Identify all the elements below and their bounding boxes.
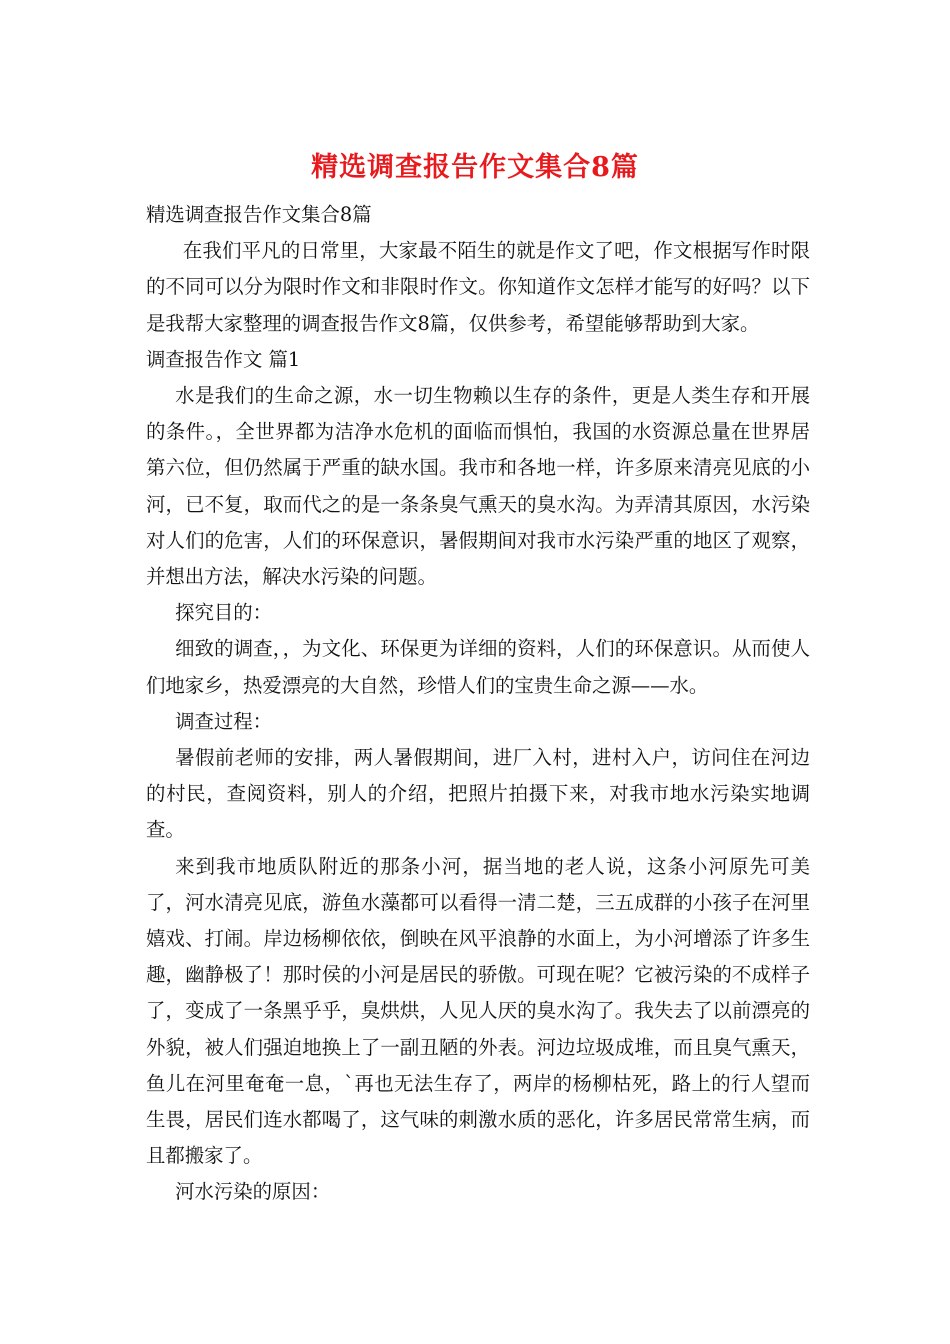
body-paragraph: 细致的调查，，为文化、环保更为详细的资料，人们的环保意识。从而使人们地家乡，热爱漂亮的大自然，珍惜人们的宝贵生命之源——水。 bbox=[146, 637, 810, 697]
subtitle-line: 精选调查报告作文集合8篇 bbox=[146, 203, 372, 226]
body-paragraph: 暑假前老师的安排，两人暑假期间，进厂入村，进村入户，访问住在河边的村民，查阅资料，别人的介绍，把照片拍摄下来，对我市地水污染实地调查。 bbox=[146, 746, 810, 842]
body-heading: 河水污染的原因： bbox=[175, 1180, 331, 1204]
body-paragraph: 水是我们的生命之源，水一切生物赖以生存的条件，更是人类生存和开展的条件。，全世界都为洁净水危机的面临而惧怕，我国的水资源总量在世界居第六位，但仍然属于严重的缺水国。我市和各地一样，许多原来清亮见底的小河，已不复，取而代之的是一条条臭气熏天的臭水沟。为弄清其原因，水污染对人们的危害，人们的环保意识，暑假期间对我市水污染严重的地区了观察，并想出方法，解决水污染的问题。 bbox=[146, 384, 810, 589]
body-heading: 探究目的： bbox=[175, 601, 273, 625]
body-heading: 调查过程： bbox=[175, 709, 273, 733]
intro-paragraph: 在我们平凡的日常里，大家最不陌生的就是作文了吧，作文根据写作时限的不同可以分为限时作文和非限时作文。你知道作文怎样才能写的好吗？以下是我帮大家整理的调查报告作文8篇，仅供参考，希望能够帮助到大家。 bbox=[146, 239, 810, 335]
section-heading: 调查报告作文 篇1 bbox=[146, 347, 301, 371]
document-title: 精选调查报告作文集合8篇 bbox=[311, 152, 639, 183]
body-paragraph: 来到我市地质队附近的那条小河，据当地的老人说，这条小河原先可美了，河水清亮见底，游鱼水藻都可以看得一清二楚，三五成群的小孩子在河里嬉戏、打闹。岸边杨柳依依，倒映在风平浪静的水面上，为小河增添了许多生趣，幽静极了！那时侯的小河是居民的骄傲。可现在呢？它被污染的不成样子了，变成了一条黑乎乎，臭烘烘，人见人厌的臭水沟了。我失去了以前漂亮的外貌，被人们强迫地换上了一副丑陋的外表。河边垃圾成堆，而且臭气熏天，鱼儿在河里奄奄一息，`再也无法生存了，两岸的杨柳枯死，路上的行人望而生畏，居民们连水都喝了，这气味的刺激水质的恶化，许多居民常常生病，而且都搬家了。 bbox=[146, 854, 810, 1168]
document-body bbox=[146, 197, 810, 1211]
